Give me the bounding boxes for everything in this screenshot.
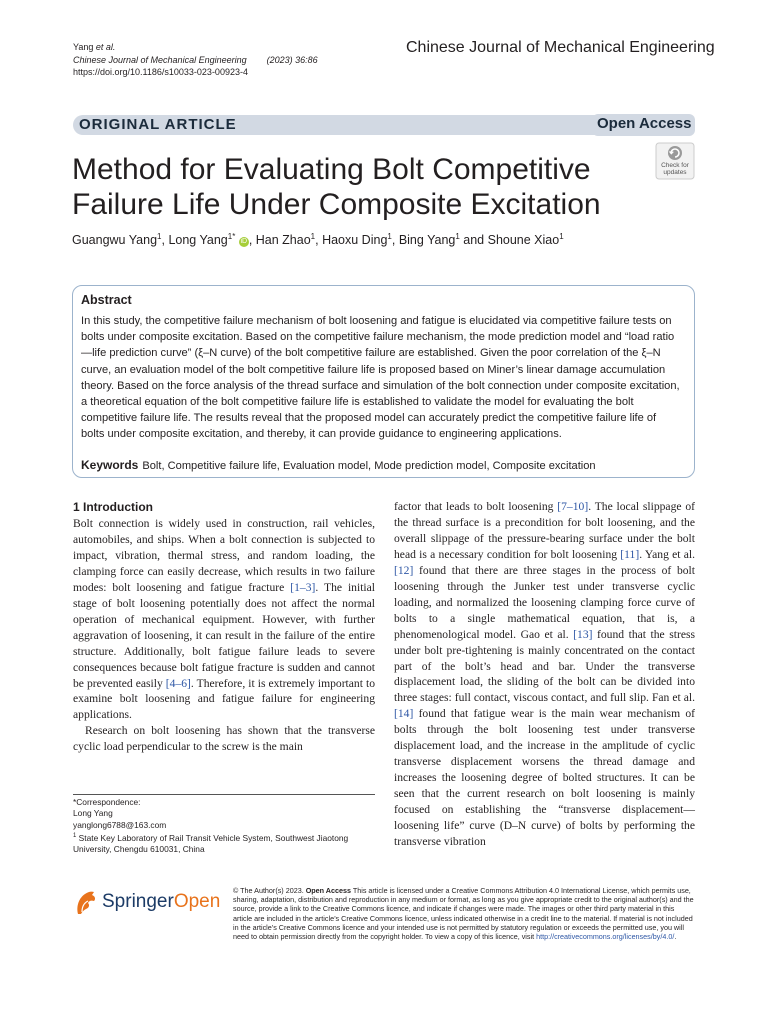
keywords-label: Keywords <box>81 458 139 472</box>
article-title: Method for Evaluating Bolt Competitive Failure Life Under Composite Excitation <box>72 153 601 221</box>
body-column-right <box>394 499 695 850</box>
author-list: Guangwu Yang$^1$, Long Yang$^{1*}$ iD , Han Zhao$^1$, Haoxu Ding$^1$, Bing Yang$^1$ and Shoune Xiao$^1$ <box>72 232 564 248</box>
author-name: Han Zhao <box>255 233 311 248</box>
citation-link[interactable]: [7–10] <box>557 500 589 513</box>
paragraph: Bolt connection is widely used in construction, rail vehicles, automobiles, and ships. When a bolt connection is subjected to impact, vibration, thermal stress, and random loading, the clamping force can easily decrease, which results in two failure modes: bolt loosening and fatigue fracture [1–3]. The initial stage of bolt loosening potentially does not affect the normal operation of mechanical equipment. However, with further aggravation of loosening, it can result in the failure of the entire structure. Additionally, bolt fatigue failure leads to severe consequences because bolt fatigue fracture is sudden and cannot be prevented easily [4–6]. Therefore, it is extremely important to examine bolt loosening and fatigue failure for engineering applications. <box>73 517 376 722</box>
author-name: Haoxu Ding <box>322 233 388 248</box>
affiliation-text: State Key Laboratory of Rail Transit Vehicle System, Southwest Jiaotong University, Chengdu 610031, China <box>73 832 349 854</box>
author-name: Guangwu Yang <box>72 233 158 248</box>
journal-title: Chinese Journal of Mechanical Engineering <box>406 39 715 56</box>
citation-link[interactable]: [13] <box>573 627 593 641</box>
author-affiliation: 1 <box>387 232 392 241</box>
author-affiliation: 1 <box>455 232 460 241</box>
author-affiliation: 1 <box>559 232 564 241</box>
license-statement: © The Author(s) 2023. Open Access This article is licensed under a Creative Commons Attribution 4.0 International License, which permits use, sharing, adaptation, distribution and reproduction in any medium or format, as long as you give appropriate credit to the original author(s) and the source, provide a link to the Creative Commons licence, and indicate if changes were made. The images or other third party material in this article are included in the article’s Creative Commons licence, unless indicated otherwise in a credit line to the material. If material is not included in the article’s Creative Commons licence and your intended use is not permitted by statutory regulation or exceeds the permitted use, you will need to obtain permission directly from the copyright holder. To view a copy of this licence, visit http://creativecommons.org/licenses/by/4.0/. <box>233 886 694 942</box>
springer-horse-logo-icon <box>73 888 99 916</box>
orcid-icon[interactable]: iD <box>240 238 248 246</box>
open-access-label: Open Access <box>597 115 692 132</box>
author-affiliation: 1 <box>310 232 316 241</box>
citation-et-al: et al. <box>95 42 116 52</box>
citation-link[interactable]: [1–3] <box>290 580 316 594</box>
citation-link[interactable]: [4–6] <box>165 676 191 690</box>
citation-block <box>73 41 318 79</box>
springer-open-wordmark: SpringerOpen <box>102 891 221 912</box>
abstract-text: In this study, the competitive failure mechanism of bolt loosening and fatigue is elucidated via competitive failure tests on bolts under composite excitation. Based on the competitive failure mechanism, the mode prediction model and “load ratio—life prediction curve” (ξ–N curve) of the bolt competitive failure are established. Given the poor correlation of the ξ–N curve, an evaluation model of the bolt competitive failure life is proposed based on Miner’s linear damage accumulation theory. Based on the force analysis of the thread surface and simulation of the bolt connection under composite excitation, a theoretical equation of the bolt competitive failure life is established to validate the model for evaluating the bolt competitive failure life. The results reveal that the proposed model can accurately predict the competitive failure life of bolts under composite excitation, and thereby, it can provide guidance to engineering applications. <box>81 315 680 441</box>
body-column-left <box>73 516 375 755</box>
abstract-heading: Abstract <box>81 293 132 307</box>
correspondence-email[interactable]: yanglong6788@163.com <box>73 819 167 830</box>
keywords-text: Bolt, Competitive failure life, Evaluation model, Mode prediction model, Composite excitation <box>142 460 596 472</box>
citation-year-volume: (2023) 36:86 <box>266 54 318 65</box>
check-for-updates-label[interactable]: Check for updates <box>661 162 689 176</box>
correspondence-label: *Correspondence: <box>73 797 141 807</box>
section-heading: 1 Introduction <box>73 500 153 514</box>
correspondence-name: Long Yang <box>73 808 113 819</box>
paragraph: factor that leads to bolt loosening [7–10]. The local slippage of the thread surface is a precondition for bolt loosening, and the overall slippage of the pressure-bearing surface under the bolt head is a necessary condition for bolt loosening [11]. Yang et al. [12] found that there are three stages in the process of bolt loosening through the Junker test under transverse cyclic loading, and normalized the loosening clamping force curve of bolts to a single mathematical equation, that is, a phenomenological model. Gao et al. [13] found that the stress under bolt pre-tightening is mainly concentrated on the contact part of the bolt’s head and bar. Under the transverse displacement load, the sliding of the bolt can be divided into three stages: full contact, viscous contact, and full slip. Fan et al. [14] found that fatigue wear is the main wear mechanism of bolts through the bolt loosening test under transverse displacement load, and the increase in the amplitude of cyclic transverse displacement worsens the thread damage and increases the loosening degree of bolted structures. It can be seen that the current research on bolt loosening is mainly focused on establishing the “transverse displacement—loosening life” curve (D–N curve) of bolts by performing the transverse vibration <box>394 500 695 849</box>
keywords <box>81 457 686 474</box>
citation-link[interactable]: [12] <box>394 563 414 577</box>
citation-doi[interactable]: https://doi.org/10.1186/s10033-023-00923-4 <box>73 67 248 77</box>
author-name: Bing Yang <box>398 233 456 248</box>
author-name: Shoune Xiao <box>487 233 560 248</box>
affiliation-number: 1 <box>73 832 77 839</box>
citation-link[interactable]: [14] <box>394 707 414 721</box>
citation-journal: Chinese Journal of Mechanical Engineering <box>73 54 247 65</box>
license-link[interactable]: http://creativecommons.org/licenses/by/4.0/ <box>536 932 675 942</box>
footnote-divider <box>73 794 375 795</box>
author-affiliation: 1* <box>227 232 236 241</box>
author-affiliation: 1 <box>157 232 162 241</box>
article-type-label: ORIGINAL ARTICLE <box>79 116 237 133</box>
author-name: Long Yang <box>168 233 228 248</box>
correspondence-footnote <box>73 797 375 855</box>
citation-link[interactable]: [11] <box>620 547 640 561</box>
paragraph: Research on bolt loosening has shown that the transverse cyclic load perpendicular to the screw is the main <box>73 724 375 754</box>
citation-author: Yang <box>73 42 96 52</box>
